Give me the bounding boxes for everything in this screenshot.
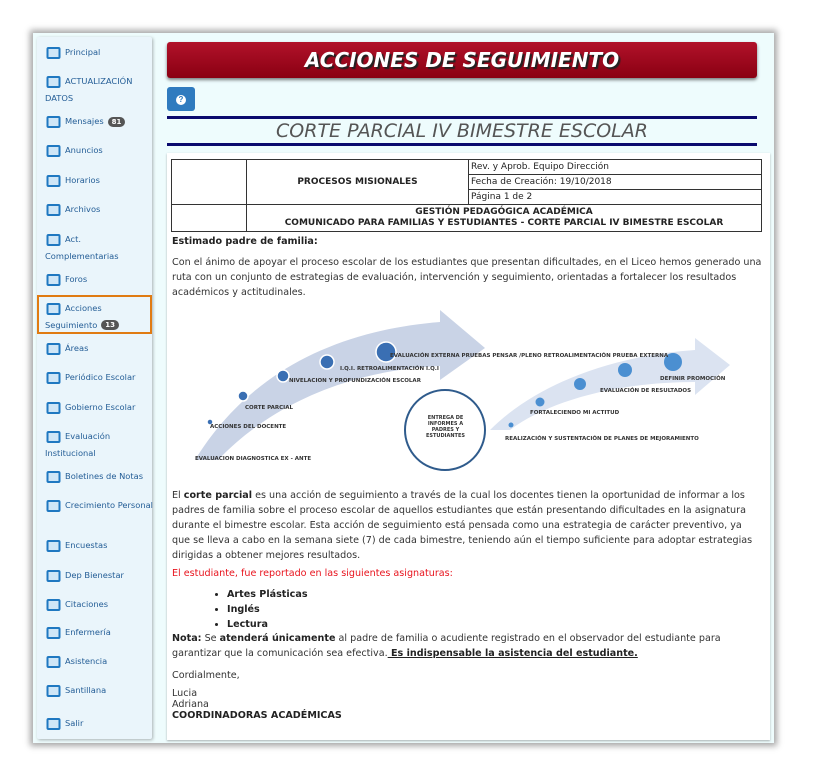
sidebar-item-label: Anuncios bbox=[65, 145, 103, 155]
subject-item: • Artes Plásticas bbox=[227, 587, 792, 602]
divider bbox=[167, 116, 757, 119]
diag-label: NIVELACION Y PROFUNDIZACIÓN ESCOLAR bbox=[289, 378, 421, 384]
diag-label: I.Q.I. RETROALIMENTACIÓN I.Q.I bbox=[340, 366, 439, 372]
sidebar-item-archivos[interactable] bbox=[45, 201, 153, 218]
sidebar-item-label: Salir bbox=[65, 718, 84, 728]
route-diagram bbox=[190, 310, 735, 475]
greeting: Estimado padre de familia: bbox=[172, 236, 318, 247]
diag-label: ACCIONES DEL DOCENTE bbox=[210, 424, 287, 430]
note-paragraph: Nota: Se atenderá únicamente al padre de familia o acudiente registrado en el observador del estudiante para garantizar que la comunicación sea efectiva. Es indispensable la asistencia del estudiante. bbox=[172, 633, 721, 659]
date-cell: Fecha de Creación: 19/10/2018 bbox=[469, 175, 762, 190]
sidebar-item-label: Principal bbox=[65, 47, 101, 57]
nurse-icon bbox=[45, 625, 62, 641]
sidebar-item-label: Dep Bienestar bbox=[65, 570, 124, 580]
diag-label: CORTE PARCIAL bbox=[245, 405, 293, 411]
sidebar-item-label: Act. Complementarias bbox=[45, 234, 119, 261]
signature: Lucia Adriana COORDINADORAS ACADÉMICAS bbox=[172, 688, 342, 721]
person-icon bbox=[45, 654, 62, 670]
sidebar-item-encuestas[interactable] bbox=[45, 537, 153, 554]
calendar-icon bbox=[45, 597, 62, 613]
sidebar-item-horarios[interactable] bbox=[45, 172, 153, 189]
megaphone-icon bbox=[45, 143, 62, 159]
sidebar-item-label: Gobierno Escolar bbox=[65, 402, 136, 412]
subjects-list bbox=[202, 587, 792, 632]
count-badge: 13 bbox=[101, 320, 119, 330]
sidebar-item-crecimiento-personal[interactable] bbox=[45, 497, 153, 514]
sidebar-item-label: Evaluación Institucional bbox=[45, 431, 111, 458]
sidebar-item-periodico-escolar[interactable] bbox=[45, 369, 153, 386]
sidebar-item-areas[interactable] bbox=[45, 340, 153, 357]
layout-icon bbox=[45, 341, 62, 357]
help-icon: ? bbox=[176, 95, 186, 105]
sidebar-item-act-complementarias[interactable] bbox=[45, 231, 153, 264]
sidebar-item-label: Enfermería bbox=[65, 627, 111, 637]
closing: Cordialmente, bbox=[172, 670, 240, 681]
forum-icon bbox=[45, 272, 62, 288]
diag-label: EVALUACION DIAGNOSTICA EX - ANTE bbox=[195, 456, 312, 462]
selected-item-highlight bbox=[37, 295, 152, 334]
count-badge: 81 bbox=[108, 117, 126, 127]
area-label: GESTIÓN PEDAGÓGICA ACADÉMICA bbox=[415, 207, 593, 217]
sidebar-item-label: Crecimiento Personal bbox=[65, 500, 153, 510]
letter-panel bbox=[167, 153, 770, 740]
layout-icon bbox=[45, 400, 62, 416]
document-header-table bbox=[171, 159, 762, 232]
diag-label: REALIZACIÓN Y SUSTENTACIÓN DE PLANES DE MEJORAMIENTO bbox=[505, 436, 699, 442]
communique-label: COMUNICADO PARA FAMILIAS Y ESTUDIANTES - CORTE PARCIAL IV BIMESTRE ESCOLAR bbox=[284, 218, 724, 228]
sidebar-item-label: Citaciones bbox=[65, 599, 109, 609]
sidebar-item-boletines-de-notas[interactable] bbox=[45, 468, 153, 485]
survey-icon bbox=[45, 538, 62, 554]
sidebar-item-actualizacion-datos[interactable] bbox=[45, 73, 153, 106]
intro-paragraph: Con el ánimo de apoyar el proceso escolar de los estudiantes que presentan dificultades, en el Liceo hemos generado una ruta con un conjunto de estrategias de evaluación, intervención y seguimiento, orientadas a fortalecer los resultados académicos y actitudinales. bbox=[172, 257, 762, 298]
corte-parcial-paragraph: El corte parcial es una acción de seguimiento a través de la cual los docentes tienen la oportunidad de informar a los padres de familia sobre el proceso escolar de aquellos estudiantes que están presentando dificultades en la asignatura durante el bimestre escolar. Esta acción de seguimiento está pensada como una estrategia de carácter preventivo, ya que se lleva a cabo en la semana siete (7) de cada bimestre, teniendo aún el tiempo suficiente para adoptar estrategias dirigidas a obtener mejores resultados. bbox=[172, 490, 753, 561]
page-banner: ACCIONES DE SEGUIMIENTO bbox=[167, 42, 757, 78]
sidebar-item-santillana[interactable] bbox=[45, 682, 153, 699]
checklist-icon bbox=[45, 429, 62, 445]
folders-icon bbox=[45, 202, 62, 218]
diag-label: EVALUACIÓN EXTERNA PRUEBAS PENSAR /PLENO RETROALIMENTACIÓN PRUEBA EXTERNA bbox=[390, 353, 669, 359]
sidebar-item-label: Mensajes bbox=[65, 116, 104, 126]
page-cell: Página 1 de 2 bbox=[469, 190, 762, 205]
sidebar-item-principal[interactable] bbox=[45, 44, 153, 61]
sidebar-item-foros[interactable] bbox=[45, 271, 153, 288]
center-label: ENTREGA DE INFORMES A PADRES Y ESTUDIANTES bbox=[426, 415, 465, 439]
sidebar-item-label: Santillana bbox=[65, 685, 107, 695]
sidebar-item-label: Encuestas bbox=[65, 540, 108, 550]
sidebar-item-citaciones[interactable] bbox=[45, 596, 153, 613]
sidebar-item-salir[interactable] bbox=[45, 715, 153, 732]
sidebar-item-dep-bienestar[interactable] bbox=[45, 567, 153, 584]
recycle-icon bbox=[45, 683, 62, 699]
sidebar-item-gobierno-escolar[interactable] bbox=[45, 399, 153, 416]
sidebar-item-label: Asistencia bbox=[65, 656, 108, 666]
sidebar-item-anuncios[interactable] bbox=[45, 142, 153, 159]
envelope-icon bbox=[45, 114, 62, 130]
sidebar-item-label: Foros bbox=[65, 274, 88, 284]
book-reader-icon bbox=[45, 469, 62, 485]
id-card-icon bbox=[45, 74, 62, 90]
subject-item: • Lectura bbox=[227, 617, 792, 632]
diag-label: FORTALECIENDO MI ACTITUD bbox=[530, 410, 620, 416]
rev-cell: Rev. y Aprob. Equipo Dirección bbox=[469, 160, 762, 175]
divider bbox=[167, 143, 757, 146]
close-circle-icon bbox=[45, 716, 62, 732]
sidebar bbox=[37, 37, 152, 739]
sidebar-item-evaluacion-institucional[interactable] bbox=[45, 428, 153, 461]
reported-label: El estudiante, fue reportado en las siguientes asignaturas: bbox=[172, 568, 453, 579]
sidebar-item-asistencia[interactable] bbox=[45, 653, 153, 670]
diag-label: EVALUACIÓN DE RESULTADOS bbox=[600, 388, 692, 394]
sidebar-item-mensajes[interactable] bbox=[45, 113, 153, 130]
layout-icon bbox=[45, 370, 62, 386]
sidebar-item-enfermeria[interactable] bbox=[45, 624, 153, 641]
sidebar-item-label: Acciones Seguimiento bbox=[45, 303, 102, 330]
edit-icon bbox=[45, 232, 62, 248]
sidebar-item-label: ACTUALIZACIÓN DATOS bbox=[45, 76, 133, 103]
sidebar-item-label: Periódico Escolar bbox=[65, 372, 136, 382]
section-title: CORTE PARCIAL IV BIMESTRE ESCOLAR bbox=[276, 120, 648, 142]
home-icon bbox=[45, 45, 62, 61]
sidebar-item-label: Archivos bbox=[65, 204, 101, 214]
process-cell: PROCESOS MISIONALES bbox=[247, 160, 469, 205]
right-arrow bbox=[490, 338, 730, 430]
growth-icon bbox=[45, 498, 62, 514]
diag-label: DEFINIR PROMOCIÓN bbox=[660, 376, 726, 382]
help-button[interactable] bbox=[167, 87, 195, 111]
compass-icon bbox=[45, 568, 62, 584]
logo-cell bbox=[172, 160, 247, 205]
subject-item: • Inglés bbox=[227, 602, 792, 617]
sidebar-item-label: Boletines de Notas bbox=[65, 471, 144, 481]
sidebar-item-label: Áreas bbox=[65, 343, 89, 353]
clock-icon bbox=[45, 173, 62, 189]
sidebar-item-label: Horarios bbox=[65, 175, 100, 185]
